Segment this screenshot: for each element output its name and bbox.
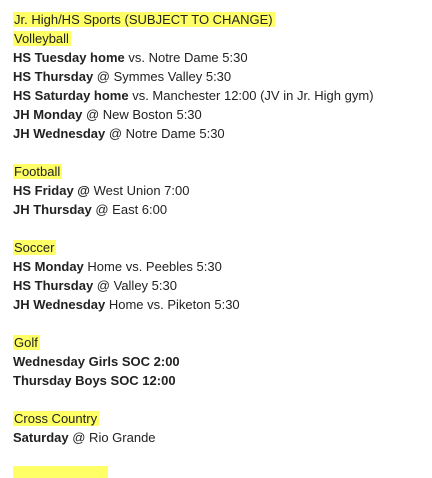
schedule-line-detail: Home vs. Peebles 5:30 xyxy=(83,259,222,274)
schedule-line xyxy=(13,48,428,67)
schedule-line-detail: Home vs. Piketon 5:30 xyxy=(105,297,240,312)
schedule-line-detail: vs. Notre Dame 5:30 xyxy=(124,50,248,65)
schedule-line xyxy=(13,200,428,219)
schedule-line-label: HS Friday @ xyxy=(13,183,90,198)
schedule-line xyxy=(13,105,428,124)
section-football xyxy=(13,162,428,219)
section-heading-football: Football xyxy=(14,164,61,179)
schedule-line-label: JH Wednesday xyxy=(13,297,106,312)
section-heading-cross-country: Cross Country xyxy=(14,411,98,426)
schedule-line xyxy=(13,371,428,390)
document-title: Jr. High/HS Sports (SUBJECT TO CHANGE) xyxy=(14,12,273,27)
schedule-line xyxy=(13,352,428,371)
section-heading-volleyball: Volleyball xyxy=(14,31,69,46)
cropped-heading-highlight xyxy=(13,466,108,478)
spacer xyxy=(13,314,428,333)
document-title-line xyxy=(13,10,428,29)
schedule-line xyxy=(13,257,428,276)
section-golf xyxy=(13,333,428,390)
schedule-line-label: Thursday Boys SOC 12:00 xyxy=(13,373,176,388)
spacer xyxy=(13,390,428,409)
schedule-line-label: JH Thursday xyxy=(13,202,92,217)
spacer xyxy=(13,219,428,238)
schedule-line xyxy=(13,124,428,143)
schedule-line-detail: West Union 7:00 xyxy=(89,183,190,198)
schedule-line-label: HS Monday xyxy=(13,259,84,274)
schedule-line-label: HS Thursday xyxy=(13,69,94,84)
schedule-line xyxy=(13,428,428,447)
schedule-line-label: Saturday xyxy=(13,430,69,445)
schedule-line xyxy=(13,67,428,86)
spacer xyxy=(13,447,428,466)
schedule-line-label: JH Wednesday xyxy=(13,126,106,141)
section-volleyball xyxy=(13,29,428,143)
schedule-line-detail: @ Symmes Valley 5:30 xyxy=(93,69,232,84)
schedule-line xyxy=(13,181,428,200)
schedule-line-detail: @ New Boston 5:30 xyxy=(82,107,202,122)
cropped-heading-line xyxy=(13,466,428,478)
schedule-line-detail: @ Valley 5:30 xyxy=(93,278,177,293)
schedule-line-detail: @ East 6:00 xyxy=(91,202,168,217)
schedule-line-detail: @ Rio Grande xyxy=(68,430,156,445)
schedule-line xyxy=(13,276,428,295)
section-heading-soccer: Soccer xyxy=(14,240,55,255)
schedule-line-label: Wednesday Girls SOC 2:00 xyxy=(13,354,180,369)
section-cross-country xyxy=(13,409,428,447)
sports-schedule-document xyxy=(13,10,428,478)
section-heading-golf: Golf xyxy=(14,335,38,350)
schedule-line-label: HS Tuesday home xyxy=(13,50,125,65)
spacer xyxy=(13,143,428,162)
schedule-line-label: JH Monday xyxy=(13,107,83,122)
schedule-line-detail: vs. Manchester 12:00 (JV in Jr. High gym) xyxy=(128,88,374,103)
section-soccer xyxy=(13,238,428,314)
schedule-line xyxy=(13,86,428,105)
schedule-line-detail: @ Notre Dame 5:30 xyxy=(105,126,225,141)
schedule-line-label: HS Saturday home xyxy=(13,88,129,103)
schedule-line xyxy=(13,295,428,314)
schedule-line-label: HS Thursday xyxy=(13,278,94,293)
